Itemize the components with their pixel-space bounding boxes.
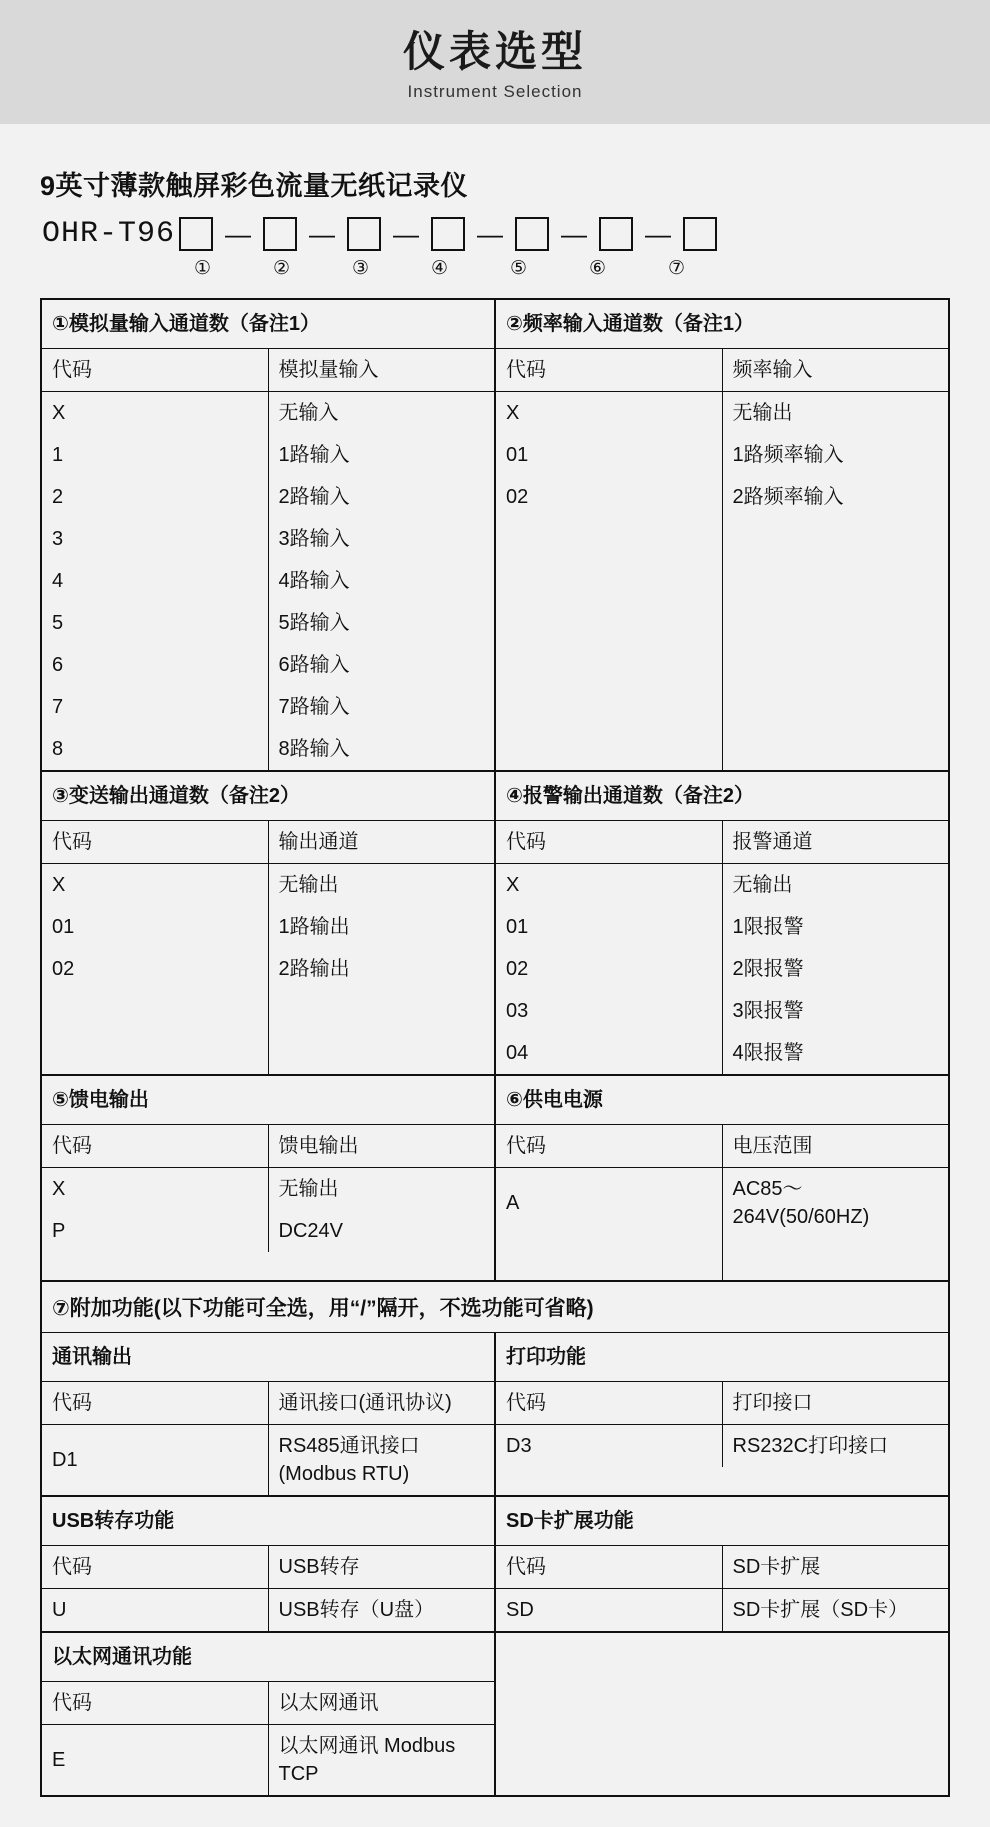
model-box-1 — [179, 217, 213, 251]
table-row: P — [42, 1210, 268, 1252]
table-row: DC24V — [278, 1220, 343, 1243]
table-row: 2路输入 — [278, 486, 350, 509]
table-row: E — [42, 1725, 268, 1796]
section-1-title: ①模拟量输入通道数（备注1） — [42, 300, 494, 349]
extra-group-2-right-desc-header: SD卡扩展 — [722, 1546, 948, 1589]
table-row: 8 — [42, 728, 268, 770]
section-6-desc-header: 电压范围 — [722, 1125, 948, 1168]
table-row: RS485通讯接口(Modbus RTU) — [278, 1435, 420, 1486]
page-subtitle: Instrument Selection — [407, 82, 583, 102]
section-3-code-header: 代码 — [42, 821, 268, 864]
table-row: 01 — [496, 906, 722, 948]
section-4-desc-header: 报警通道 — [722, 821, 948, 864]
table-row: 02 — [496, 948, 722, 990]
selection-block-7 — [42, 1280, 948, 1333]
product-name: 9英寸薄款触屏彩色流量无纸记录仪 — [40, 171, 469, 202]
table-row: RS232C打印接口 — [732, 1435, 889, 1458]
table-row: 03 — [496, 990, 722, 1032]
table-row: USB转存（U盘） — [278, 1599, 435, 1622]
table-row: 7 — [42, 686, 268, 728]
section-5-code-header: 代码 — [42, 1125, 268, 1168]
table-row: 5 — [42, 602, 268, 644]
section-7-title: ⑦附加功能(以下功能可全选，用“/”隔开，不选功能可省略) — [42, 1281, 948, 1333]
table-row: 2路频率输入 — [732, 486, 844, 509]
model-prefix: OHR-T96 — [42, 217, 176, 252]
table-row: 04 — [496, 1032, 722, 1074]
extra-group-1-left-name: 通讯输出 — [42, 1333, 494, 1382]
table-row: X — [42, 392, 268, 435]
table-row: 02 — [496, 476, 722, 518]
section-2-desc-header: 频率输入 — [722, 349, 948, 392]
table-row: 1限报警 — [732, 916, 804, 939]
table-row: 5路输入 — [278, 612, 350, 635]
table-row: D1 — [42, 1425, 268, 1496]
extra-group-2-right-code-header: 代码 — [496, 1546, 722, 1589]
model-marker-1: ① — [193, 258, 212, 280]
page-content — [0, 124, 990, 1827]
table-row: SD卡扩展（SD卡） — [732, 1599, 909, 1622]
table-row: A — [496, 1168, 722, 1239]
section-3-desc-header: 输出通道 — [268, 821, 494, 864]
table-row: AC85～264V(50/60HZ) — [732, 1178, 870, 1229]
section-1-desc-header: 模拟量输入 — [268, 349, 494, 392]
section-4-code-header: 代码 — [496, 821, 722, 864]
extra-group-2-left-desc-header: USB转存 — [268, 1546, 494, 1589]
section-6-code-header: 代码 — [496, 1125, 722, 1168]
table-row: 1路输出 — [278, 916, 350, 939]
extra-group-1-right-desc-header: 打印接口 — [722, 1382, 948, 1425]
table-row: U — [42, 1589, 268, 1632]
table-row: 4路输入 — [278, 570, 350, 593]
table-row: 无输出 — [278, 874, 339, 897]
model-dash-5: — — [561, 218, 588, 249]
table-row: 7路输入 — [278, 696, 350, 719]
section-2-code-header: 代码 — [496, 349, 722, 392]
section-1-code-header: 代码 — [42, 349, 268, 392]
extra-group-2-left-code-header: 代码 — [42, 1546, 268, 1589]
model-marker-7: ⑦ — [667, 258, 686, 280]
model-box-2 — [263, 217, 297, 251]
table-row: 无输出 — [732, 874, 793, 897]
table-row: X — [42, 864, 268, 907]
extra-group-2 — [42, 1495, 948, 1631]
model-dash-4: — — [477, 218, 504, 249]
table-row: 2限报警 — [732, 958, 804, 981]
table-row: 01 — [496, 434, 722, 476]
selection-block-5-6 — [42, 1074, 948, 1280]
table-row: 2路输出 — [278, 958, 350, 981]
table-row: 3限报警 — [732, 1000, 804, 1023]
table-row: 无输出 — [732, 402, 793, 425]
model-marker-2: ② — [272, 258, 291, 280]
table-row: 8路输入 — [278, 738, 350, 761]
table-row: 4 — [42, 560, 268, 602]
model-marker-3: ③ — [351, 258, 370, 280]
table-row: 1路输入 — [278, 444, 350, 467]
model-dash-3: — — [393, 218, 420, 249]
model-dash-2: — — [309, 218, 336, 249]
model-box-6 — [599, 217, 633, 251]
selection-table — [40, 298, 950, 1797]
table-row: 无输入 — [278, 402, 339, 425]
model-marker-4: ④ — [430, 258, 449, 280]
table-row: X — [496, 392, 722, 435]
model-marker-6: ⑥ — [588, 258, 607, 280]
extra-group-2-left-name: USB转存功能 — [42, 1497, 494, 1546]
page-header — [0, 0, 990, 124]
model-box-4 — [431, 217, 465, 251]
table-row: 6路输入 — [278, 654, 350, 677]
table-row: X — [42, 1168, 268, 1211]
page-title: 仪表选型 — [402, 28, 587, 75]
extra-group-1-right-name: 打印功能 — [496, 1333, 948, 1382]
extra-group-1 — [42, 1333, 948, 1495]
table-row: 1路频率输入 — [732, 444, 844, 467]
section-4-title: ④报警输出通道数（备注2） — [496, 772, 948, 821]
extra-group-3-left-desc-header: 以太网通讯 — [268, 1682, 494, 1725]
table-row: 3路输入 — [278, 528, 350, 551]
model-box-5 — [515, 217, 549, 251]
model-marker-5: ⑤ — [509, 258, 528, 280]
table-row: 02 — [42, 948, 268, 990]
extra-group-2-right-name: SD卡扩展功能 — [496, 1497, 948, 1546]
extra-group-3-left-name: 以太网通讯功能 — [42, 1633, 494, 1682]
table-row: 无输出 — [278, 1178, 339, 1201]
table-row: 3 — [42, 518, 268, 560]
model-box-3 — [347, 217, 381, 251]
table-row: 01 — [42, 906, 268, 948]
table-row: D3 — [496, 1425, 722, 1468]
extra-group-3 — [42, 1631, 948, 1795]
table-row: SD — [496, 1589, 722, 1632]
section-3-title: ③变送输出通道数（备注2） — [42, 772, 494, 821]
section-2-title: ②频率输入通道数（备注1） — [496, 300, 948, 349]
model-dash-1: — — [225, 218, 252, 249]
model-box-7 — [683, 217, 717, 251]
extra-group-3-left-code-header: 代码 — [42, 1682, 268, 1725]
extra-group-1-right-code-header: 代码 — [496, 1382, 722, 1425]
table-row: 1 — [42, 434, 268, 476]
table-row: 4限报警 — [732, 1042, 804, 1065]
table-row: 6 — [42, 644, 268, 686]
extra-group-1-left-code-header: 代码 — [42, 1382, 268, 1425]
section-5-desc-header: 馈电输出 — [268, 1125, 494, 1168]
table-row: 2 — [42, 476, 268, 518]
section-5-title: ⑤馈电输出 — [42, 1076, 494, 1125]
section-6-title: ⑥供电电源 — [496, 1076, 948, 1125]
table-row: 以太网通讯 Modbus TCP — [278, 1735, 456, 1786]
table-row: X — [496, 864, 722, 907]
selection-block-3-4 — [42, 770, 948, 1074]
model-code-row — [42, 217, 950, 251]
model-marker-row — [42, 257, 950, 280]
model-dash-6: — — [645, 218, 672, 249]
selection-block-1-2 — [42, 300, 948, 770]
extra-group-1-left-desc-header: 通讯接口(通讯协议) — [268, 1382, 494, 1425]
